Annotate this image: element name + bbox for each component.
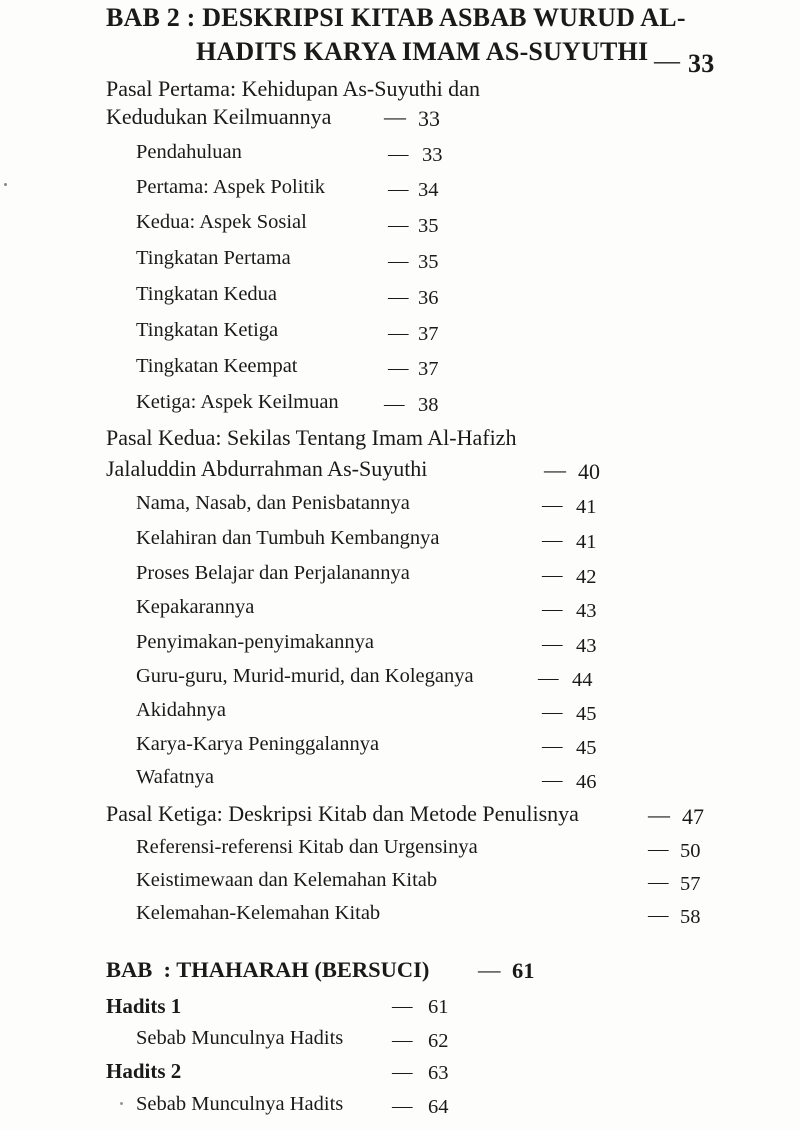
toc-dash: — — [384, 393, 405, 415]
toc-dash: — — [542, 529, 563, 551]
toc-entry-page: 36 — [418, 287, 439, 309]
toc-entry: Kelemahan-Kelemahan Kitab — [136, 902, 381, 924]
hadits-2-page: 63 — [428, 1062, 449, 1084]
pasal-1-title-line2: Kedudukan Keilmuannya — [106, 104, 332, 129]
hadits-1-title: Hadits 1 — [106, 994, 182, 1018]
toc-dash: — — [392, 1029, 413, 1051]
toc-entry-page: 50 — [680, 840, 701, 862]
toc-entry-page: 34 — [418, 179, 439, 201]
toc-entry-page: 46 — [576, 771, 597, 793]
scan-speck — [4, 183, 7, 186]
toc-dash: — — [392, 1095, 413, 1117]
toc-entry: Keistimewaan dan Kelemahan Kitab — [136, 869, 438, 891]
toc-entry-page: 38 — [418, 394, 439, 416]
toc-dash: — — [648, 838, 669, 860]
toc-dash: — — [538, 667, 559, 689]
toc-entry: Proses Belajar dan Perjalanannya — [136, 562, 410, 584]
toc-entry: Penyimakan-penyimakannya — [136, 631, 374, 653]
chapter-2-page: 33 — [688, 49, 715, 78]
toc-entry: Tingkatan Keempat — [136, 355, 298, 377]
toc-entry-page: 41 — [576, 496, 597, 518]
toc-entry: Nama, Nasab, dan Penisbatannya — [136, 492, 410, 514]
hadits-1-sebab-page: 62 — [428, 1030, 449, 1052]
toc-entry: Tingkatan Kedua — [136, 283, 278, 305]
toc-entry: Referensi-referensi Kitab dan Urgensinya — [136, 836, 478, 858]
pasal-1-title-line1: Pasal Pertama: Kehidupan As-Suyuthi dan — [106, 76, 480, 101]
toc-entry-page: 58 — [680, 906, 701, 928]
toc-dash: — — [542, 633, 563, 655]
toc-entry: Karya-Karya Peninggalannya — [136, 733, 380, 755]
pasal-2-page: 40 — [578, 459, 600, 484]
toc-entry-page: 42 — [576, 566, 597, 588]
pasal-3-title: Pasal Ketiga: Deskripsi Kitab dan Metode Penulisnya — [106, 801, 579, 826]
toc-dash: — — [648, 871, 669, 893]
hadits-1-page: 61 — [428, 996, 449, 1018]
toc-entry: Wafatnya — [136, 766, 215, 788]
toc-dash: — — [388, 214, 409, 236]
chapter-thaharah-page: 61 — [512, 958, 535, 983]
toc-entry-page: 35 — [418, 215, 439, 237]
toc-dash: — — [388, 322, 409, 344]
toc-dash: — — [542, 564, 563, 586]
pasal-2-title-line1: Pasal Kedua: Sekilas Tentang Imam Al-Hafizh — [106, 425, 517, 450]
toc-dash: — — [542, 735, 563, 757]
toc-entry: Tingkatan Pertama — [136, 247, 291, 269]
toc-entry-page: 57 — [680, 873, 701, 895]
toc-dash: — — [388, 143, 409, 165]
toc-entry: Tingkatan Ketiga — [136, 319, 279, 341]
toc-dash: — — [544, 457, 566, 482]
toc-entry-page: 41 — [576, 531, 597, 553]
toc-dash: — — [384, 104, 406, 129]
toc-entry: Ketiga: Aspek Keilmuan — [136, 391, 339, 413]
hadits-2-title: Hadits 2 — [106, 1059, 182, 1083]
hadits-2-sebab: Sebab Munculnya Hadits — [136, 1093, 344, 1115]
toc-entry: Pendahuluan — [136, 141, 242, 163]
toc-dash: — — [542, 598, 563, 620]
toc-dash: — — [388, 178, 409, 200]
toc-entry-page: 37 — [418, 323, 439, 345]
toc-entry-page: 37 — [418, 358, 439, 380]
hadits-2-sebab-page: 64 — [428, 1096, 449, 1118]
scan-speck — [120, 1102, 123, 1105]
toc-entry: Akidahnya — [136, 699, 226, 721]
toc-entry: Kedua: Aspek Sosial — [136, 211, 307, 233]
toc-entry-page: 43 — [576, 600, 597, 622]
toc-dash: — — [542, 769, 563, 791]
toc-entry: Kelahiran dan Tumbuh Kembangnya — [136, 527, 440, 549]
toc-dash: — — [392, 1061, 413, 1083]
toc-entry-page: 45 — [576, 737, 597, 759]
hadits-1-sebab: Sebab Munculnya Hadits — [136, 1027, 344, 1049]
toc-dash: — — [388, 357, 409, 379]
toc-entry: Guru-guru, Murid-murid, dan Koleganya — [136, 665, 474, 687]
pasal-2-title-line2: Jalaluddin Abdurrahman As-Suyuthi — [106, 456, 428, 481]
chapter-2-title-line1: BAB 2 : DESKRIPSI KITAB ASBAB WURUD AL- — [106, 3, 686, 32]
toc-entry: Kepakarannya — [136, 596, 255, 618]
toc-dash: — — [648, 802, 670, 827]
chapter-thaharah-title: BAB : THAHARAH (BERSUCI) — [106, 957, 430, 982]
toc-entry-page: 44 — [572, 669, 593, 691]
toc-dash: — — [388, 250, 409, 272]
toc-dash: — — [542, 701, 563, 723]
toc-dash: — — [654, 46, 681, 75]
toc-entry-page: 33 — [422, 144, 443, 166]
toc-dash: — — [542, 494, 563, 516]
pasal-3-page: 47 — [682, 804, 704, 829]
toc-dash: — — [478, 957, 501, 982]
toc-dash: — — [648, 904, 669, 926]
toc-dash: — — [392, 995, 413, 1017]
pasal-1-page: 33 — [418, 106, 440, 131]
toc-entry-page: 43 — [576, 635, 597, 657]
toc-entry-page: 35 — [418, 251, 439, 273]
toc-entry: Pertama: Aspek Politik — [136, 176, 326, 198]
toc-dash: — — [388, 286, 409, 308]
toc-entry-page: 45 — [576, 703, 597, 725]
chapter-2-title-line2: HADITS KARYA IMAM AS-SUYUTHI — [196, 37, 649, 66]
